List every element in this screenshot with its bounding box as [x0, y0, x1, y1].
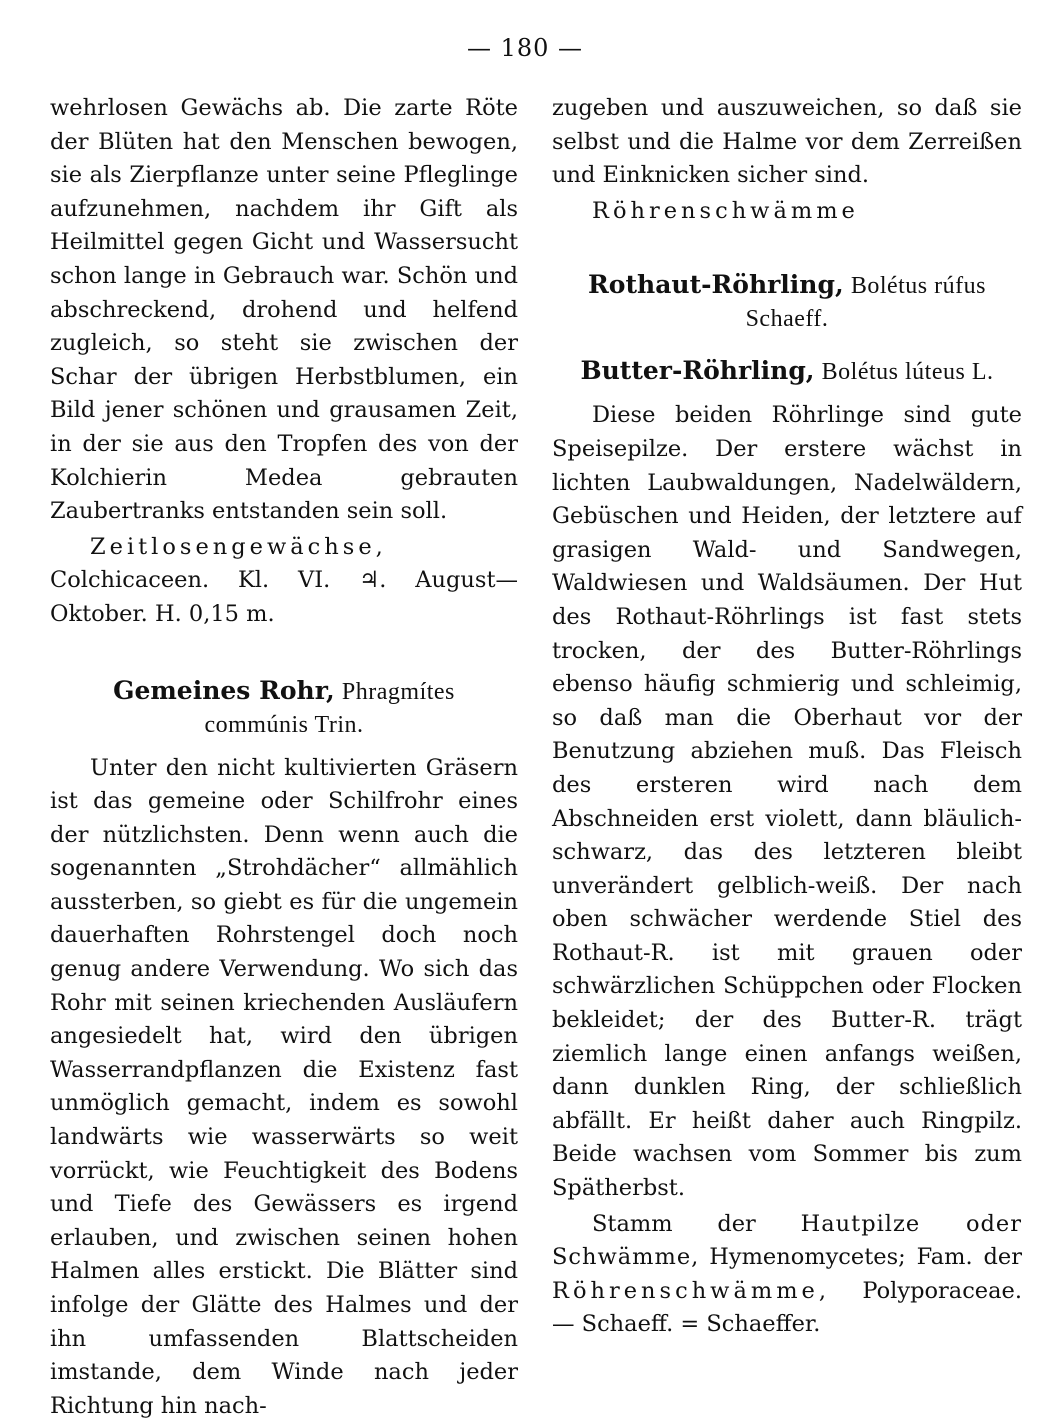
- heading-latin-name: Bolétus lúteus L.: [822, 359, 994, 385]
- page-number: — 180 —: [0, 34, 1050, 62]
- classification-text: , Hymenomycetes; Fam. der: [691, 1244, 1022, 1270]
- heading-latin-name: Bolétus rúfus: [851, 273, 986, 299]
- heading-german-name: Rothaut-Röhrling,: [588, 270, 844, 299]
- heading-boletus-luteus: [552, 354, 1022, 389]
- classification-text: Stamm der: [592, 1211, 801, 1237]
- classification-gramineae: [552, 195, 1022, 229]
- classification-details: , Colchicaceen. Kl. VI. ♃. August—Oktober. H. 0,15 m.: [50, 534, 518, 627]
- family-name-de: Zeitlosengewächse: [90, 534, 376, 560]
- heading-boletus-rufus: [552, 268, 1022, 336]
- heading-german-name: Gemeines Rohr,: [113, 676, 335, 705]
- heading-latin-name-cont: Schaeff.: [552, 303, 1022, 336]
- paragraph-boletes: Diese beiden Röhrlinge sind gute Speisepilze. Der erstere wächst in lichten Laubwaldungen, Nadelwäldern, Gebüschen und Heiden, der letztere auf grasigen Wald- und Sandwegen, Waldwiesen und Waldsäumen. Der Hut des Rothaut-Röhrlings ist fast stets trocken, der des Butter-Röhrlings ebenso häufig schmierig und schleimig, so daß man die Oberhaut vor der Benutzung abziehen muß. Das Fleisch des ersteren wird nach dem Abschneiden erst violett, dann bläulich-schwarz, das des letzteren bleibt unverändert gelblich-weiß. Der nach oben schwächer werdende Stiel des Rothaut-R. ist mit grauen oder schwärzlichen Schüppchen oder Flocken bekleidet; der des Butter-R. trägt ziemlich lange einen anfangs weißen, dann dunklen Ring, der schließlich abfällt. Er heißt daher auch Ringpilz. Beide wachsen vom Sommer bis zum Spätherbst.: [552, 399, 1022, 1205]
- group-name-de: Hautpilze oder Schwämme: [552, 1211, 1022, 1271]
- family-name-de: Röhrenschwämme: [592, 198, 859, 224]
- classification-polyporaceae: [552, 1208, 1022, 1342]
- classification-colchicaceae: [50, 531, 518, 632]
- paragraph-common-reed: Unter den nicht kultivierten Gräsern ist das gemeine oder Schilfrohr eines der nützlichsten. Denn wenn auch die sogenannten „Strohdächer“ allmählich aussterben, so giebt es für die ungemein dauerhaften Rohrstengel doch noch genug andere Verwendung. Wo sich das Rohr mit seinen kriechenden Ausläufern angesiedelt hat, wird den übrigen Wasserrandpflanzen die Existenz fast unmöglich gemacht, indem es sowohl landwärts wie wasserwärts so weit vorrückt, wie Feuchtigkeit des Bodens und Tiefe des Gewässers es irgend erlauben, und zwischen seinen hohen Halmen alles erstickt. Die Blätter sind infolge der Glätte des Halmes und der ihn umfassenden Blattscheiden imstande, dem Winde nach jeder Richtung hin nach-: [50, 752, 518, 1423]
- heading-german-name: Butter-Röhrling,: [581, 356, 815, 385]
- left-column: [50, 92, 518, 1423]
- right-column: [552, 92, 1022, 1342]
- heading-latin-name-cont: commúnis Trin.: [50, 709, 518, 742]
- heading-phragmites: [50, 674, 518, 742]
- heading-latin-name: Phragmítes: [342, 679, 455, 705]
- family-name-de: Röhrenschwämme: [552, 1278, 819, 1304]
- paragraph-meadow-saffron-end: wehrlosen Gewächs ab. Die zarte Röte der Blüten hat den Menschen bewogen, sie als Zierpflanze unter seine Pfleglinge aufzunehmen, nachdem ihr Gift als Heilmittel gegen Gicht und Wassersucht schon lange in Gebrauch war. Schön und abschreckend, drohend und helfend zugleich, so steht sie zwischen der Schar der übrigen Herbstblumen, ein Bild jener schönen und grausamen Zeit, in der sie aus den Tropfen des von der Kolchierin Medea gebrauten Zaubertranks entstanden sein soll.: [50, 92, 518, 529]
- paragraph-reed-end: zugeben und auszuweichen, so daß sie selbst und die Halme vor dem Zerreißen und Einknicken sicher sind.: [552, 92, 1022, 193]
- classification-text: , Polyporaceae. — Schaeff. = Schaeffer.: [552, 1278, 1022, 1338]
